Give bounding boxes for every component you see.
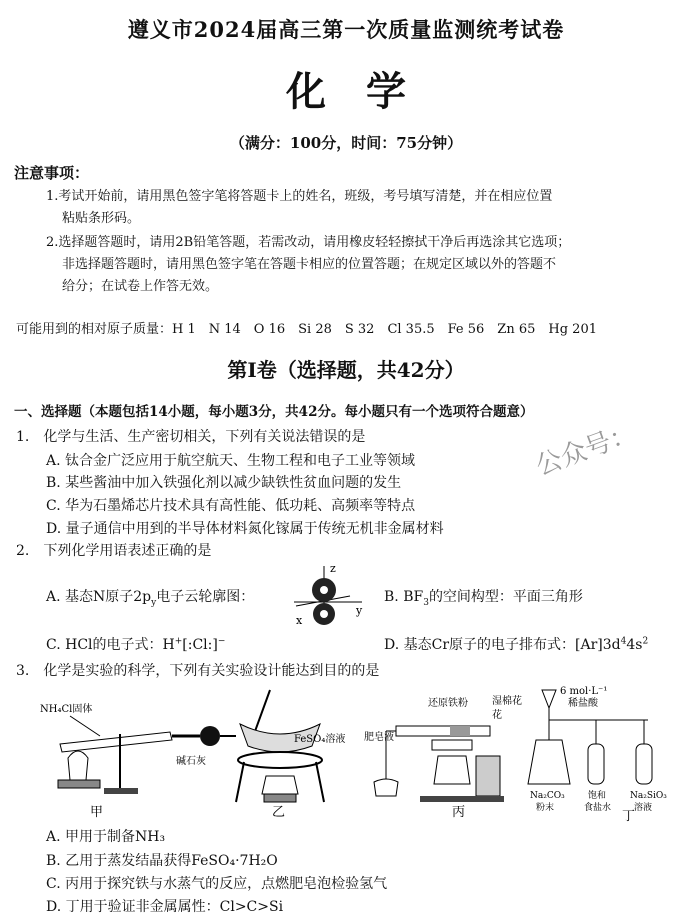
orbital-diagram (290, 562, 370, 626)
q2-option-d: D. 基态Cr原子的电子排布式：$[Ar]3d^44s^2$ (384, 636, 649, 653)
q1-option-a: A. 钛合金广泛应用于航空航天、生物工程和电子工业等领域 (46, 453, 416, 469)
notice-line: 给分；在试卷上作答无效。 (62, 279, 219, 294)
atomic-masses: 可能用到的相对原子质量：H 1 N 14 O 16 Si 28 S 32 Cl 35.5 Fe 56 Zn 65 Hg 201 (16, 322, 597, 337)
label-hcl-2: 稀盐酸 (568, 698, 598, 709)
question-1-stem: 1. 化学与生活、生产密切相关，下列有关说法错误的是 (16, 429, 366, 445)
apparatus-figure (40, 684, 680, 824)
label-nh4cl: NH₄Cl固体 (40, 704, 93, 715)
q1-option-b: B. 某些酱油中加入铁强化剂以减少缺铁性贫血问题的发生 (46, 475, 402, 491)
apparatus-ding (528, 686, 667, 824)
q2-option-b: B. $BF_3$的空间构型：平面三角形 (384, 589, 583, 608)
subject-title: 化学 (286, 68, 446, 115)
q3-option-d: D. 丁用于验证非金属属性：Cl>C>Si (46, 899, 284, 915)
label-sol: 溶液 (634, 803, 653, 813)
label-iron: 还原铁粉 (428, 698, 468, 709)
q1-option-d: D. 量子通信中用到的半导体材料氮化镓属于传统无机非金属材料 (46, 521, 444, 537)
label-soap: 肥皂液 (364, 732, 394, 743)
caption-yi: 乙 (272, 805, 286, 820)
label-soda-lime: 碱石灰 (176, 756, 206, 767)
exam-title: 遵义市2024届高三第一次质量监测统考试卷 (127, 17, 565, 42)
caption-ding: 丁 (622, 809, 636, 824)
notice-line: 2.选择题答题时，请用2B铅笔答题，若需改动，请用橡皮轻轻擦拭干净后再选涂其它选项； (46, 235, 571, 250)
notice-line: 非选择题答题时，请用黑色签字笔在答题卡相应的位置答题；在规定区域以外的答题不 (62, 257, 557, 272)
label-hcl: 6 mol·L⁻¹ (560, 686, 608, 697)
watermark: 公众号： (532, 418, 641, 482)
label-na2sio3: Na₂SiO₃ (630, 791, 667, 801)
q3-option-c: C. 丙用于探究铁与水蒸气的反应，点燃肥皂泡检验氢气 (46, 876, 388, 892)
axis-z-label: z (330, 562, 336, 575)
label-cotton: 湿棉花 (492, 696, 522, 707)
question-3-stem: 3. 化学是实验的科学，下列有关实验设计能达到目的的是 (16, 663, 380, 679)
label-brine: 饱和 (588, 791, 607, 801)
label-powder: 粉末 (536, 803, 555, 813)
q2-option-c: C. HCl的电子式：H+[:Cl:]− (46, 636, 226, 653)
notice-line: 1.考试开始前，请用黑色签字笔将答题卡上的姓名，班级，考号填写清楚，并在相应位置 (46, 189, 553, 204)
section-title: 第Ⅰ卷（选择题，共42分） (227, 358, 465, 382)
notice-heading: 注意事项： (14, 164, 90, 182)
apparatus-jia (40, 702, 236, 820)
q3-option-b: B. 乙用于蒸发结晶获得FeSO₄·7H₂O (46, 853, 278, 869)
axis-y-label: y (356, 604, 363, 617)
caption-bing: 丙 (452, 805, 466, 820)
q2-option-a: A. 基态N原子$2p_y$电子云轮廓图： (46, 589, 255, 608)
label-brine-2: 食盐水 (584, 803, 612, 813)
caption-jia: 甲 (90, 805, 104, 820)
apparatus-yi (236, 690, 345, 820)
q1-option-c: C. 华为石墨烯芯片技术具有高性能、低功耗、高频率等特点 (46, 498, 416, 514)
axis-x-label: x (296, 614, 303, 626)
apparatus-bing (364, 694, 522, 820)
label-cotton-2: 花 (492, 710, 502, 721)
label-na2co3: Na₂CO₃ (530, 791, 565, 801)
notice-line: 粘贴条形码。 (62, 211, 141, 226)
label-feso4: FeSO₄溶液 (294, 734, 346, 745)
question-2-stem: 2. 下列化学用语表述正确的是 (16, 543, 212, 559)
q3-option-a: A. 甲用于制备NH₃ (46, 829, 166, 845)
part-header: 一、选择题（本题包括14小题，每小题3分，共42分。每小题只有一个选项符合题意） (14, 404, 534, 420)
exam-meta: （满分：100分，时间：75分钟） (229, 134, 463, 152)
